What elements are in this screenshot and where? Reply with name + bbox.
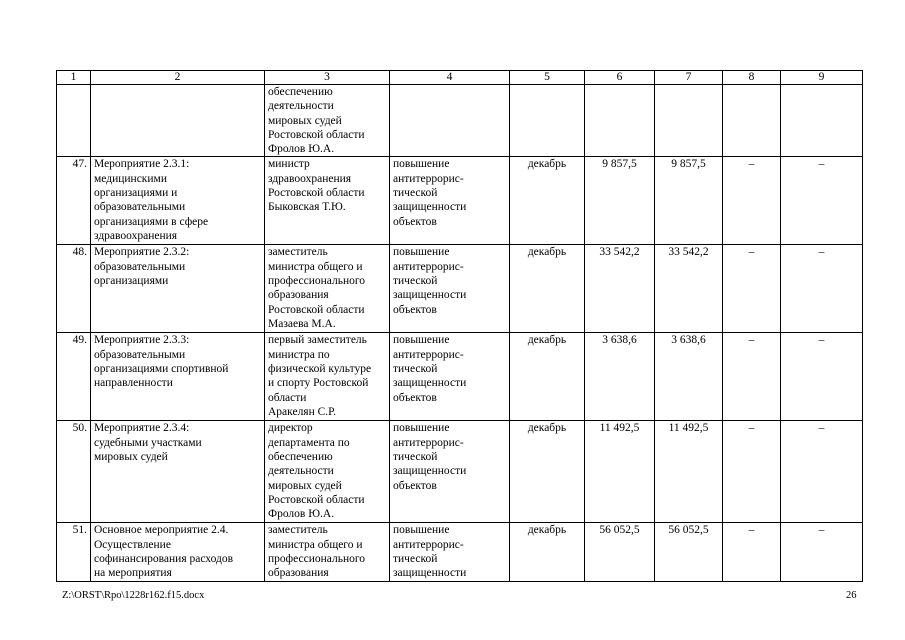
responsible: первый заместитель министра по физической культуре и спорту Ростовской области Аракелян С.Р. (265, 333, 390, 421)
measure-name: Мероприятие 2.3.1: медицинскими организациями и образовательными организациями в сфере здравоохранения (91, 157, 265, 245)
table-row (57, 85, 863, 157)
col-header-1: 1 (57, 71, 91, 85)
measure-name (91, 85, 265, 157)
measures-table (56, 70, 863, 582)
file-path: Z:\ORST\Rpo\1228r162.f15.docx (62, 590, 205, 601)
amount-regional: 11 492,5 (655, 421, 723, 523)
row-number: 49. (57, 333, 91, 421)
deadline: декабрь (510, 421, 585, 523)
amount-total: 56 052,5 (585, 523, 655, 582)
amount-total: 33 542,2 (585, 245, 655, 333)
row-number (57, 85, 91, 157)
amount-federal (723, 85, 781, 157)
col-header-6: 6 (585, 71, 655, 85)
result: повышение антитеррорис- тической защищенности объектов (390, 157, 510, 245)
amount-federal: – (723, 523, 781, 582)
deadline: декабрь (510, 333, 585, 421)
responsible: заместитель министра общего и профессионального образования Ростовской области Мазаева М.А. (265, 245, 390, 333)
amount-total: 11 492,5 (585, 421, 655, 523)
table-row (57, 157, 863, 245)
result: повышение антитеррорис- тической защищенности (390, 523, 510, 582)
result: повышение антитеррорис- тической защищенности объектов (390, 421, 510, 523)
responsible: заместитель министра общего и профессионального образования (265, 523, 390, 582)
amount-regional: 56 052,5 (655, 523, 723, 582)
deadline: декабрь (510, 523, 585, 582)
amount-total: 3 638,6 (585, 333, 655, 421)
page-number: 26 (846, 590, 857, 601)
row-number: 50. (57, 421, 91, 523)
amount-regional: 9 857,5 (655, 157, 723, 245)
amount-other: – (781, 421, 863, 523)
amount-other: – (781, 245, 863, 333)
measure-name: Мероприятие 2.3.4: судебными участками мировых судей (91, 421, 265, 523)
table-row (57, 245, 863, 333)
deadline: декабрь (510, 245, 585, 333)
row-number: 51. (57, 523, 91, 582)
amount-total (585, 85, 655, 157)
measure-name: Мероприятие 2.3.3: образовательными организациями спортивной направленности (91, 333, 265, 421)
responsible: министр здравоохранения Ростовской области Быковская Т.Ю. (265, 157, 390, 245)
measure-name: Мероприятие 2.3.2: образовательными организациями (91, 245, 265, 333)
row-number: 47. (57, 157, 91, 245)
amount-federal: – (723, 245, 781, 333)
deadline: декабрь (510, 157, 585, 245)
col-header-5: 5 (510, 71, 585, 85)
amount-other (781, 85, 863, 157)
amount-other: – (781, 157, 863, 245)
amount-federal: – (723, 333, 781, 421)
amount-total: 9 857,5 (585, 157, 655, 245)
amount-federal: – (723, 421, 781, 523)
responsible: директор департамента по обеспечению деятельности мировых судей Ростовской области Фролов Ю.А. (265, 421, 390, 523)
amount-regional: 33 542,2 (655, 245, 723, 333)
col-header-4: 4 (390, 71, 510, 85)
header-row (57, 71, 863, 85)
deadline (510, 85, 585, 157)
measure-name: Основное мероприятие 2.4. Осуществление софинансирования расходов на мероприятия (91, 523, 265, 582)
result: повышение антитеррорис- тической защищенности объектов (390, 333, 510, 421)
amount-other: – (781, 523, 863, 582)
amount-federal: – (723, 157, 781, 245)
amount-regional: 3 638,6 (655, 333, 723, 421)
amount-regional (655, 85, 723, 157)
col-header-9: 9 (781, 71, 863, 85)
table-row (57, 333, 863, 421)
row-number: 48. (57, 245, 91, 333)
table-row (57, 421, 863, 523)
amount-other: – (781, 333, 863, 421)
col-header-3: 3 (265, 71, 390, 85)
result (390, 85, 510, 157)
responsible: обеспечению деятельности мировых судей Ростовской области Фролов Ю.А. (265, 85, 390, 157)
table-row (57, 523, 863, 582)
result: повышение антитеррорис- тической защищенности объектов (390, 245, 510, 333)
col-header-2: 2 (91, 71, 265, 85)
col-header-7: 7 (655, 71, 723, 85)
col-header-8: 8 (723, 71, 781, 85)
